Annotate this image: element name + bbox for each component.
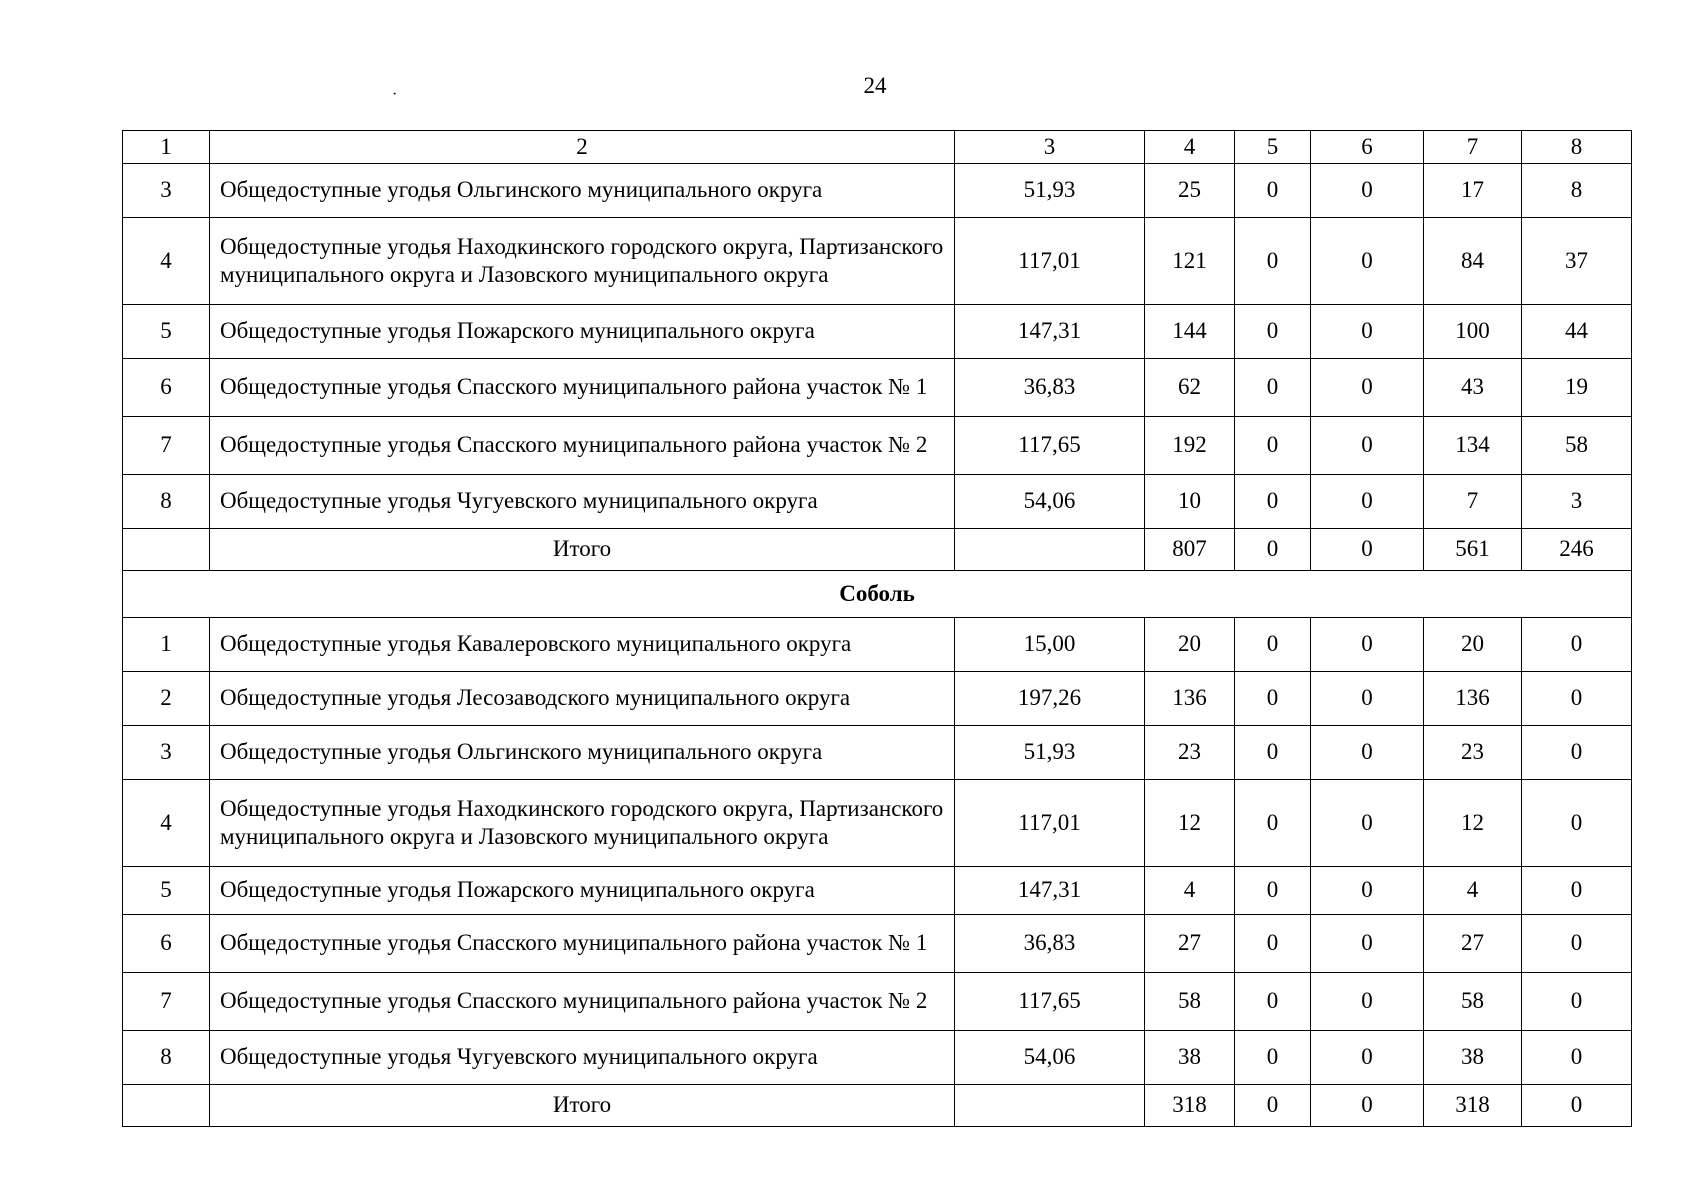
cell-c5: 0 — [1235, 164, 1311, 218]
row-number: 4 — [123, 218, 210, 305]
cell-c8: 19 — [1522, 359, 1632, 417]
cell-c4: 10 — [1145, 475, 1235, 529]
cell-c8: 0 — [1522, 780, 1632, 867]
total-c8: 246 — [1522, 529, 1632, 571]
column-number: 4 — [1145, 131, 1235, 164]
cell-c8: 0 — [1522, 1031, 1632, 1085]
cell-c8: 0 — [1522, 973, 1632, 1031]
cell-c8: 58 — [1522, 417, 1632, 475]
cell-c5: 0 — [1235, 867, 1311, 915]
stray-mark: · — [392, 86, 398, 103]
cell-c4: 38 — [1145, 1031, 1235, 1085]
column-number-row — [123, 131, 1632, 164]
cell-c7: 17 — [1424, 164, 1522, 218]
row-number: 8 — [123, 475, 210, 529]
cell-c7: 27 — [1424, 915, 1522, 973]
total-c7: 561 — [1424, 529, 1522, 571]
cell-c6: 0 — [1311, 780, 1424, 867]
cell-c4: 12 — [1145, 780, 1235, 867]
cell-c4: 20 — [1145, 618, 1235, 672]
area-name: Общедоступные угодья Спасского муниципального района участок № 2 — [210, 417, 955, 475]
cell-c5: 0 — [1235, 305, 1311, 359]
total-row — [123, 1085, 1632, 1127]
table-row — [123, 164, 1632, 218]
table-row — [123, 305, 1632, 359]
row-number: 4 — [123, 780, 210, 867]
cell-c4: 23 — [1145, 726, 1235, 780]
column-number: 2 — [210, 131, 955, 164]
column-number: 8 — [1522, 131, 1632, 164]
row-number: 6 — [123, 359, 210, 417]
total-c4: 318 — [1145, 1085, 1235, 1127]
cell-c7: 38 — [1424, 1031, 1522, 1085]
area-size: 147,31 — [955, 867, 1145, 915]
row-number: 7 — [123, 973, 210, 1031]
row-number: 8 — [123, 1031, 210, 1085]
row-number: 5 — [123, 305, 210, 359]
cell-c5: 0 — [1235, 780, 1311, 867]
table-row — [123, 867, 1632, 915]
area-name: Общедоступные угодья Ольгинского муниципального округа — [210, 164, 955, 218]
cell-c4: 192 — [1145, 417, 1235, 475]
area-name: Общедоступные угодья Находкинского городского округа, Партизанского муниципального округа и Лазовского муниципального округа — [210, 780, 955, 867]
section-title: Соболь — [123, 571, 1632, 618]
cell-c6: 0 — [1311, 305, 1424, 359]
total-c8: 0 — [1522, 1085, 1632, 1127]
cell-c8: 37 — [1522, 218, 1632, 305]
cell-c6: 0 — [1311, 672, 1424, 726]
table-row — [123, 618, 1632, 672]
row-number: 2 — [123, 672, 210, 726]
cell-c5: 0 — [1235, 1031, 1311, 1085]
cell-c4: 144 — [1145, 305, 1235, 359]
cell-c5: 0 — [1235, 973, 1311, 1031]
area-name: Общедоступные угодья Пожарского муниципального округа — [210, 867, 955, 915]
quota-table — [122, 130, 1632, 1127]
table-row — [123, 359, 1632, 417]
area-size: 51,93 — [955, 164, 1145, 218]
cell-c8: 0 — [1522, 726, 1632, 780]
area-size: 54,06 — [955, 1031, 1145, 1085]
cell-c6: 0 — [1311, 915, 1424, 973]
cell-c4: 27 — [1145, 915, 1235, 973]
cell-c4: 136 — [1145, 672, 1235, 726]
cell-c6: 0 — [1311, 973, 1424, 1031]
empty-cell — [955, 1085, 1145, 1127]
cell-c4: 121 — [1145, 218, 1235, 305]
cell-c4: 62 — [1145, 359, 1235, 417]
cell-c8: 3 — [1522, 475, 1632, 529]
cell-c8: 0 — [1522, 867, 1632, 915]
cell-c7: 43 — [1424, 359, 1522, 417]
total-row — [123, 529, 1632, 571]
cell-c6: 0 — [1311, 218, 1424, 305]
area-size: 36,83 — [955, 915, 1145, 973]
cell-c5: 0 — [1235, 417, 1311, 475]
area-size: 117,65 — [955, 417, 1145, 475]
area-size: 147,31 — [955, 305, 1145, 359]
table-row — [123, 915, 1632, 973]
area-name: Общедоступные угодья Спасского муниципального района участок № 2 — [210, 973, 955, 1031]
cell-c8: 0 — [1522, 672, 1632, 726]
total-label: Итого — [210, 529, 955, 571]
total-c5: 0 — [1235, 1085, 1311, 1127]
section-header-row — [123, 571, 1632, 618]
cell-c5: 0 — [1235, 915, 1311, 973]
empty-cell — [123, 529, 210, 571]
cell-c5: 0 — [1235, 618, 1311, 672]
area-size: 54,06 — [955, 475, 1145, 529]
cell-c8: 0 — [1522, 618, 1632, 672]
row-number: 6 — [123, 915, 210, 973]
column-number: 1 — [123, 131, 210, 164]
table-row — [123, 672, 1632, 726]
cell-c5: 0 — [1235, 672, 1311, 726]
area-size: 197,26 — [955, 672, 1145, 726]
table-row — [123, 973, 1632, 1031]
row-number: 3 — [123, 164, 210, 218]
table-row — [123, 475, 1632, 529]
page-number: 24 — [863, 73, 887, 98]
total-c6: 0 — [1311, 1085, 1424, 1127]
cell-c7: 134 — [1424, 417, 1522, 475]
area-size: 117,01 — [955, 780, 1145, 867]
cell-c6: 0 — [1311, 726, 1424, 780]
area-name: Общедоступные угодья Чугуевского муниципального округа — [210, 475, 955, 529]
cell-c6: 0 — [1311, 867, 1424, 915]
cell-c7: 58 — [1424, 973, 1522, 1031]
cell-c8: 44 — [1522, 305, 1632, 359]
area-size: 117,65 — [955, 973, 1145, 1031]
total-c4: 807 — [1145, 529, 1235, 571]
cell-c7: 84 — [1424, 218, 1522, 305]
area-size: 117,01 — [955, 218, 1145, 305]
total-label: Итого — [210, 1085, 955, 1127]
row-number: 1 — [123, 618, 210, 672]
area-name: Общедоступные угодья Пожарского муниципального округа — [210, 305, 955, 359]
area-name: Общедоступные угодья Кавалеровского муниципального округа — [210, 618, 955, 672]
cell-c6: 0 — [1311, 359, 1424, 417]
empty-cell — [955, 529, 1145, 571]
total-c7: 318 — [1424, 1085, 1522, 1127]
cell-c4: 25 — [1145, 164, 1235, 218]
column-number: 5 — [1235, 131, 1311, 164]
column-number: 7 — [1424, 131, 1522, 164]
cell-c4: 58 — [1145, 973, 1235, 1031]
table-row — [123, 1031, 1632, 1085]
column-number: 6 — [1311, 131, 1424, 164]
cell-c6: 0 — [1311, 1031, 1424, 1085]
cell-c7: 4 — [1424, 867, 1522, 915]
cell-c5: 0 — [1235, 218, 1311, 305]
table-row — [123, 417, 1632, 475]
area-name: Общедоступные угодья Находкинского городского округа, Партизанского муниципального округа и Лазовского муниципального округа — [210, 218, 955, 305]
cell-c7: 7 — [1424, 475, 1522, 529]
cell-c5: 0 — [1235, 475, 1311, 529]
table-row — [123, 726, 1632, 780]
row-number: 5 — [123, 867, 210, 915]
cell-c5: 0 — [1235, 359, 1311, 417]
cell-c7: 20 — [1424, 618, 1522, 672]
area-name: Общедоступные угодья Лесозаводского муниципального округа — [210, 672, 955, 726]
column-number: 3 — [955, 131, 1145, 164]
row-number: 3 — [123, 726, 210, 780]
cell-c6: 0 — [1311, 475, 1424, 529]
area-name: Общедоступные угодья Спасского муниципального района участок № 1 — [210, 359, 955, 417]
row-number: 7 — [123, 417, 210, 475]
area-name: Общедоступные угодья Ольгинского муниципального округа — [210, 726, 955, 780]
cell-c7: 100 — [1424, 305, 1522, 359]
table-row — [123, 218, 1632, 305]
total-c5: 0 — [1235, 529, 1311, 571]
cell-c6: 0 — [1311, 618, 1424, 672]
area-size: 51,93 — [955, 726, 1145, 780]
cell-c5: 0 — [1235, 726, 1311, 780]
empty-cell — [123, 1085, 210, 1127]
cell-c8: 0 — [1522, 915, 1632, 973]
cell-c4: 4 — [1145, 867, 1235, 915]
table-row — [123, 780, 1632, 867]
area-size: 36,83 — [955, 359, 1145, 417]
cell-c7: 136 — [1424, 672, 1522, 726]
area-name: Общедоступные угодья Спасского муниципального района участок № 1 — [210, 915, 955, 973]
cell-c6: 0 — [1311, 164, 1424, 218]
cell-c8: 8 — [1522, 164, 1632, 218]
cell-c7: 12 — [1424, 780, 1522, 867]
area-size: 15,00 — [955, 618, 1145, 672]
area-name: Общедоступные угодья Чугуевского муниципального округа — [210, 1031, 955, 1085]
cell-c7: 23 — [1424, 726, 1522, 780]
cell-c6: 0 — [1311, 417, 1424, 475]
total-c6: 0 — [1311, 529, 1424, 571]
